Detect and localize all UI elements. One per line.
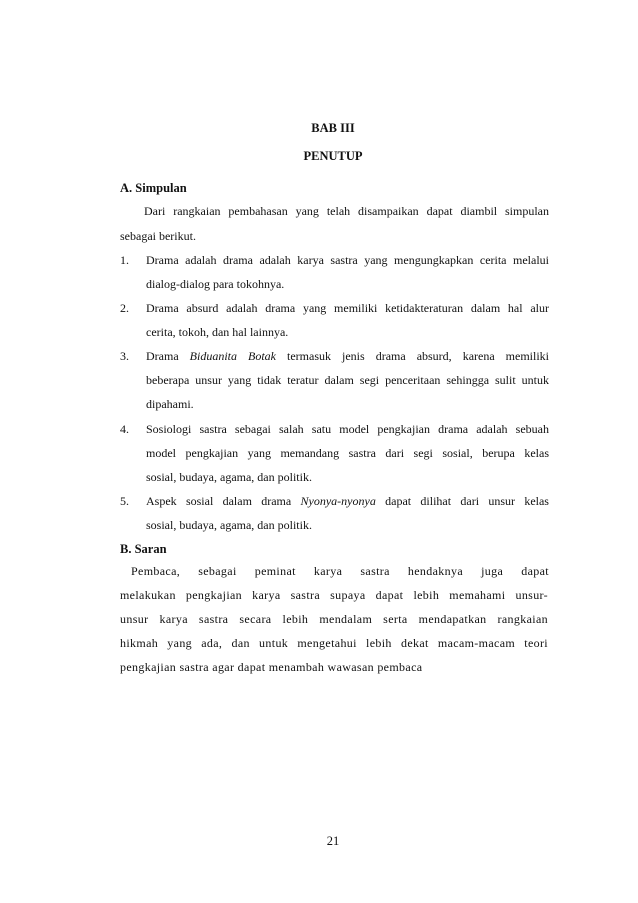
list-item-text: model pengkajian yang memandang sastra dari segi sosial, berupa kelas [146,446,549,460]
list-item-text: dipahami. [146,397,194,411]
text-run: dapat dilihat dari unsur kelas [375,494,549,508]
list-item-text: cerita, tokoh, dan hal lainnya. [146,325,289,339]
list-item-text: Drama absurd adalah drama yang memiliki ketidakteraturan dalam hal alur [146,301,549,315]
saran-line: pengkajian sastra agar dapat menambah wawasan pembaca [120,660,423,674]
section-a-heading: A. Simpulan [120,181,187,195]
list-item-text: sosial, budaya, agama, dan politik. [146,470,312,484]
chapter-number: BAB III [311,121,355,135]
drama-title: Nyonya-nyonya [300,494,376,508]
list-item-text: dialog-dialog para tokohnya. [146,277,285,291]
list-item-number: 3. [120,349,129,363]
list-item-number: 5. [120,494,129,508]
section-a-intro-line1: Dari rangkaian pembahasan yang telah disampaikan dapat diambil simpulan [144,204,549,218]
text-run: termasuk jenis drama absurd, karena memiliki [276,349,550,363]
page-number: 21 [326,834,340,848]
saran-line: hikmah yang ada, dan untuk mengetahui lebih dekat macam-macam teori [120,636,548,650]
list-item-text: Drama adalah drama adalah karya sastra yang mengungkapkan cerita melalui [146,253,549,267]
list-item-number: 2. [120,301,129,315]
list-item-text: beberapa unsur yang tidak teratur dalam segi penceritaan sehingga sulit untuk [146,373,549,387]
section-a-intro-line2: sebagai berikut. [120,229,196,243]
text-run: Aspek sosial dalam drama [146,494,301,508]
chapter-title: PENUTUP [303,149,363,163]
list-item-text [146,348,549,364]
list-item-text [146,493,549,509]
saran-line: unsur karya sastra secara lebih mendalam serta mendapatkan rangkaian [120,612,548,626]
list-item-text: Sosiologi sastra sebagai salah satu model pengkajian drama adalah sebuah [146,422,549,436]
text-run: Drama [146,349,190,363]
saran-line: melakukan pengkajian karya sastra supaya dapat lebih memahami unsur- [120,588,548,602]
list-item-number: 4. [120,422,129,436]
list-item-text: sosial, budaya, agama, dan politik. [146,518,312,532]
drama-title: Biduanita Botak [189,349,277,363]
saran-line: Pembaca, sebagai peminat karya sastra hendaknya juga dapat [131,564,549,578]
list-item-number: 1. [120,253,129,267]
section-b-heading: B. Saran [120,542,167,556]
